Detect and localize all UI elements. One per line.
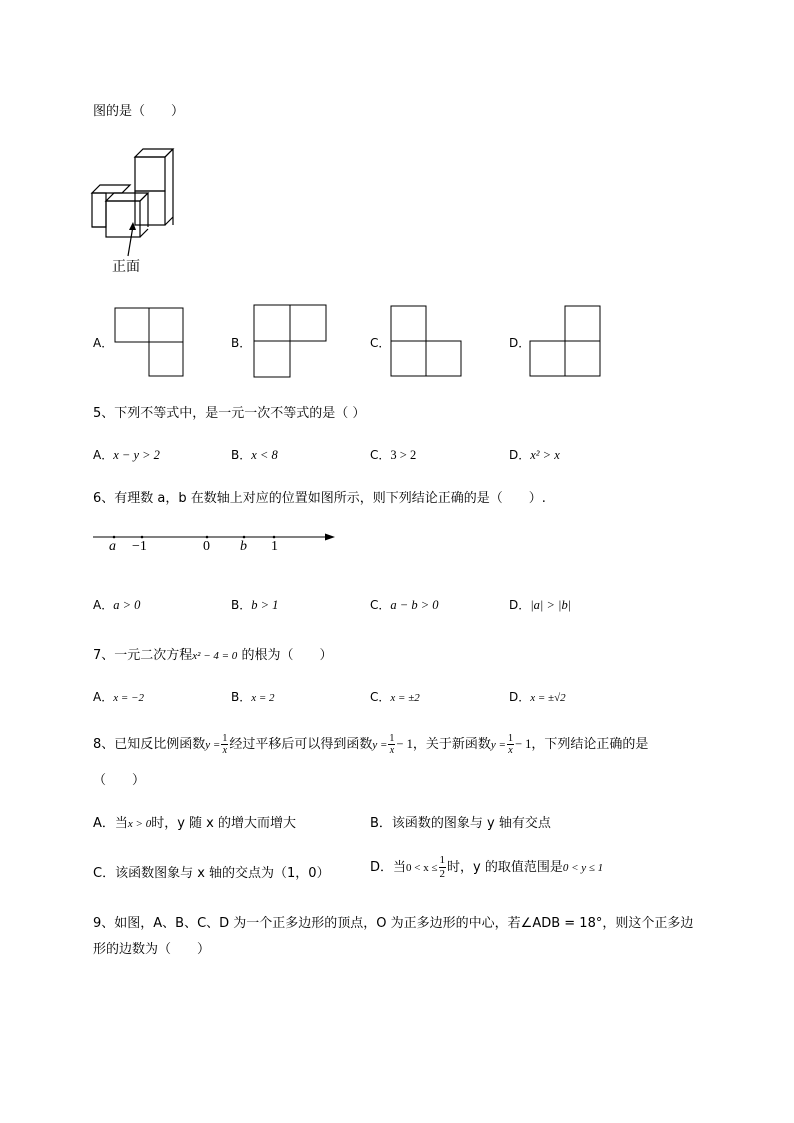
- q7-option-c-label: C．: [370, 690, 391, 704]
- q8-option-a-rest: 时，y 随 x 的增大而增大: [151, 816, 297, 831]
- q7-option-d-label: D．: [509, 690, 531, 704]
- q7-stem-b: 的根为（ ）: [237, 648, 333, 663]
- q8-stem-d: ，下列结论正确的是: [531, 737, 649, 752]
- q5-option-a-label: A．: [93, 448, 114, 462]
- q8-option-a-cond: x > 0: [127, 818, 152, 830]
- q4-option-a-shape: [115, 308, 185, 378]
- q7-equation: x² − 4 = 0: [192, 650, 238, 662]
- q5-option-b-expr: x < 8: [251, 448, 278, 462]
- q9-stem-line2: 形的边数为（ ）: [93, 942, 211, 957]
- q9-stem-line1: 9、如图，A、B、C、D 为一个正多边形的顶点，O 为正多边形的中心，若∠ADB = 18°，则这个正多边: [93, 916, 694, 931]
- q8-fraction-3: [507, 733, 514, 756]
- q5-option-a-expr: x − y > 2: [113, 448, 160, 462]
- axis-label-neg-one: −1: [132, 539, 147, 554]
- q5-stem: 5、下列不等式中，是一元一次不等式的是（ ）: [93, 406, 366, 421]
- q8-fraction-3-den: x: [508, 745, 513, 756]
- axis-label-b: b: [240, 539, 247, 554]
- q8-stem-a: 8、已知反比例函数: [93, 737, 206, 752]
- q8-option-d-frac-den: 2: [439, 868, 446, 880]
- front-arrow-icon: [118, 220, 148, 260]
- q8-option-d-frac-num: 1: [439, 854, 446, 866]
- q4-option-b-label: B．: [231, 336, 252, 350]
- q7-option-a-label: A．: [93, 690, 114, 704]
- q7-stem-a: 7、一元二次方程: [93, 648, 193, 663]
- q8-option-d-range: 0 < y ≤ 1: [562, 862, 604, 874]
- q8-fraction-1-num: 1: [222, 733, 228, 744]
- q5-option-d-label: D．: [509, 448, 531, 462]
- q8-fraction-1-den: x: [222, 745, 228, 756]
- q8-stem-c: ，关于新函数: [412, 737, 491, 752]
- axis-label-one: 1: [271, 539, 278, 554]
- q5-option-d-expr: x² > x: [530, 448, 560, 462]
- q8-fraction-2-num: 1: [389, 733, 395, 744]
- q8-option-d-label: D．当: [370, 860, 407, 875]
- q7-option-a-expr: x = −2: [113, 692, 144, 704]
- q4-option-b-shape: [254, 305, 328, 379]
- front-view-label: 正面: [112, 259, 140, 275]
- q8-minus-one-1: − 1: [396, 737, 413, 751]
- q8-y-eq-1: y =: [205, 739, 221, 751]
- q8-option-d-fraction: [439, 854, 447, 881]
- q6-option-b-label: B．: [231, 598, 252, 612]
- q4-option-c-shape: [391, 306, 463, 378]
- q7-option-c-expr: x = ±2: [390, 692, 420, 704]
- q8-option-d-cond: 0 < x ≤: [406, 862, 438, 874]
- q8-option-a-label: A．当: [93, 816, 128, 831]
- q8-y-eq-3: y =: [490, 739, 506, 751]
- q8-stem-b: 经过平移后可以得到函数: [229, 737, 373, 752]
- q8-minus-one-2: − 1: [514, 737, 532, 751]
- q6-option-a-label: A．: [93, 598, 114, 612]
- q7-option-d-expr: x = ±√2: [530, 692, 566, 704]
- axis-label-zero: 0: [203, 539, 210, 554]
- q5-option-b-label: B．: [231, 448, 252, 462]
- q4-option-d-label: D．: [509, 336, 531, 350]
- q8-fraction-1: [221, 733, 228, 756]
- q4-stem-tail: 图的是（ ）: [93, 104, 185, 119]
- q7-option-b-expr: x = 2: [251, 692, 275, 704]
- q8-stem-e: （ ）: [93, 773, 146, 788]
- q8-fraction-3-num: 1: [507, 733, 513, 744]
- q6-option-c-label: C．: [370, 598, 391, 612]
- axis-label-a: a: [109, 539, 116, 554]
- q6-option-b-expr: b > 1: [251, 598, 279, 612]
- q8-option-c: C．该函数图象与 x 轴的交点为（1，0）: [93, 866, 330, 881]
- q7-option-b-label: B．: [231, 690, 252, 704]
- q4-option-a-label: A．: [93, 336, 114, 350]
- q6-option-d-label: D．: [509, 598, 531, 612]
- q5-option-c-label: C．: [370, 448, 391, 462]
- q6-stem: 6、有理数 a，b 在数轴上对应的位置如图所示，则下列结论正确的是（ ）.: [93, 491, 546, 506]
- q8-fraction-2: [388, 733, 395, 756]
- q8-y-eq-2: y =: [372, 739, 388, 751]
- number-line: [93, 528, 338, 560]
- q6-option-c-expr: a − b > 0: [390, 598, 439, 612]
- q5-option-c-expr: 3 > 2: [390, 448, 417, 462]
- q8-option-b: B．该函数的图象与 y 轴有交点: [370, 816, 551, 831]
- q6-option-d-expr: |a| > |b|: [530, 598, 572, 612]
- q6-option-a-expr: a > 0: [113, 598, 141, 612]
- q8-option-d-rest: 时，y 的取值范围是: [447, 860, 563, 875]
- q4-option-d-shape: [530, 306, 602, 378]
- q4-option-c-label: C．: [370, 336, 391, 350]
- q8-fraction-2-den: x: [389, 745, 395, 756]
